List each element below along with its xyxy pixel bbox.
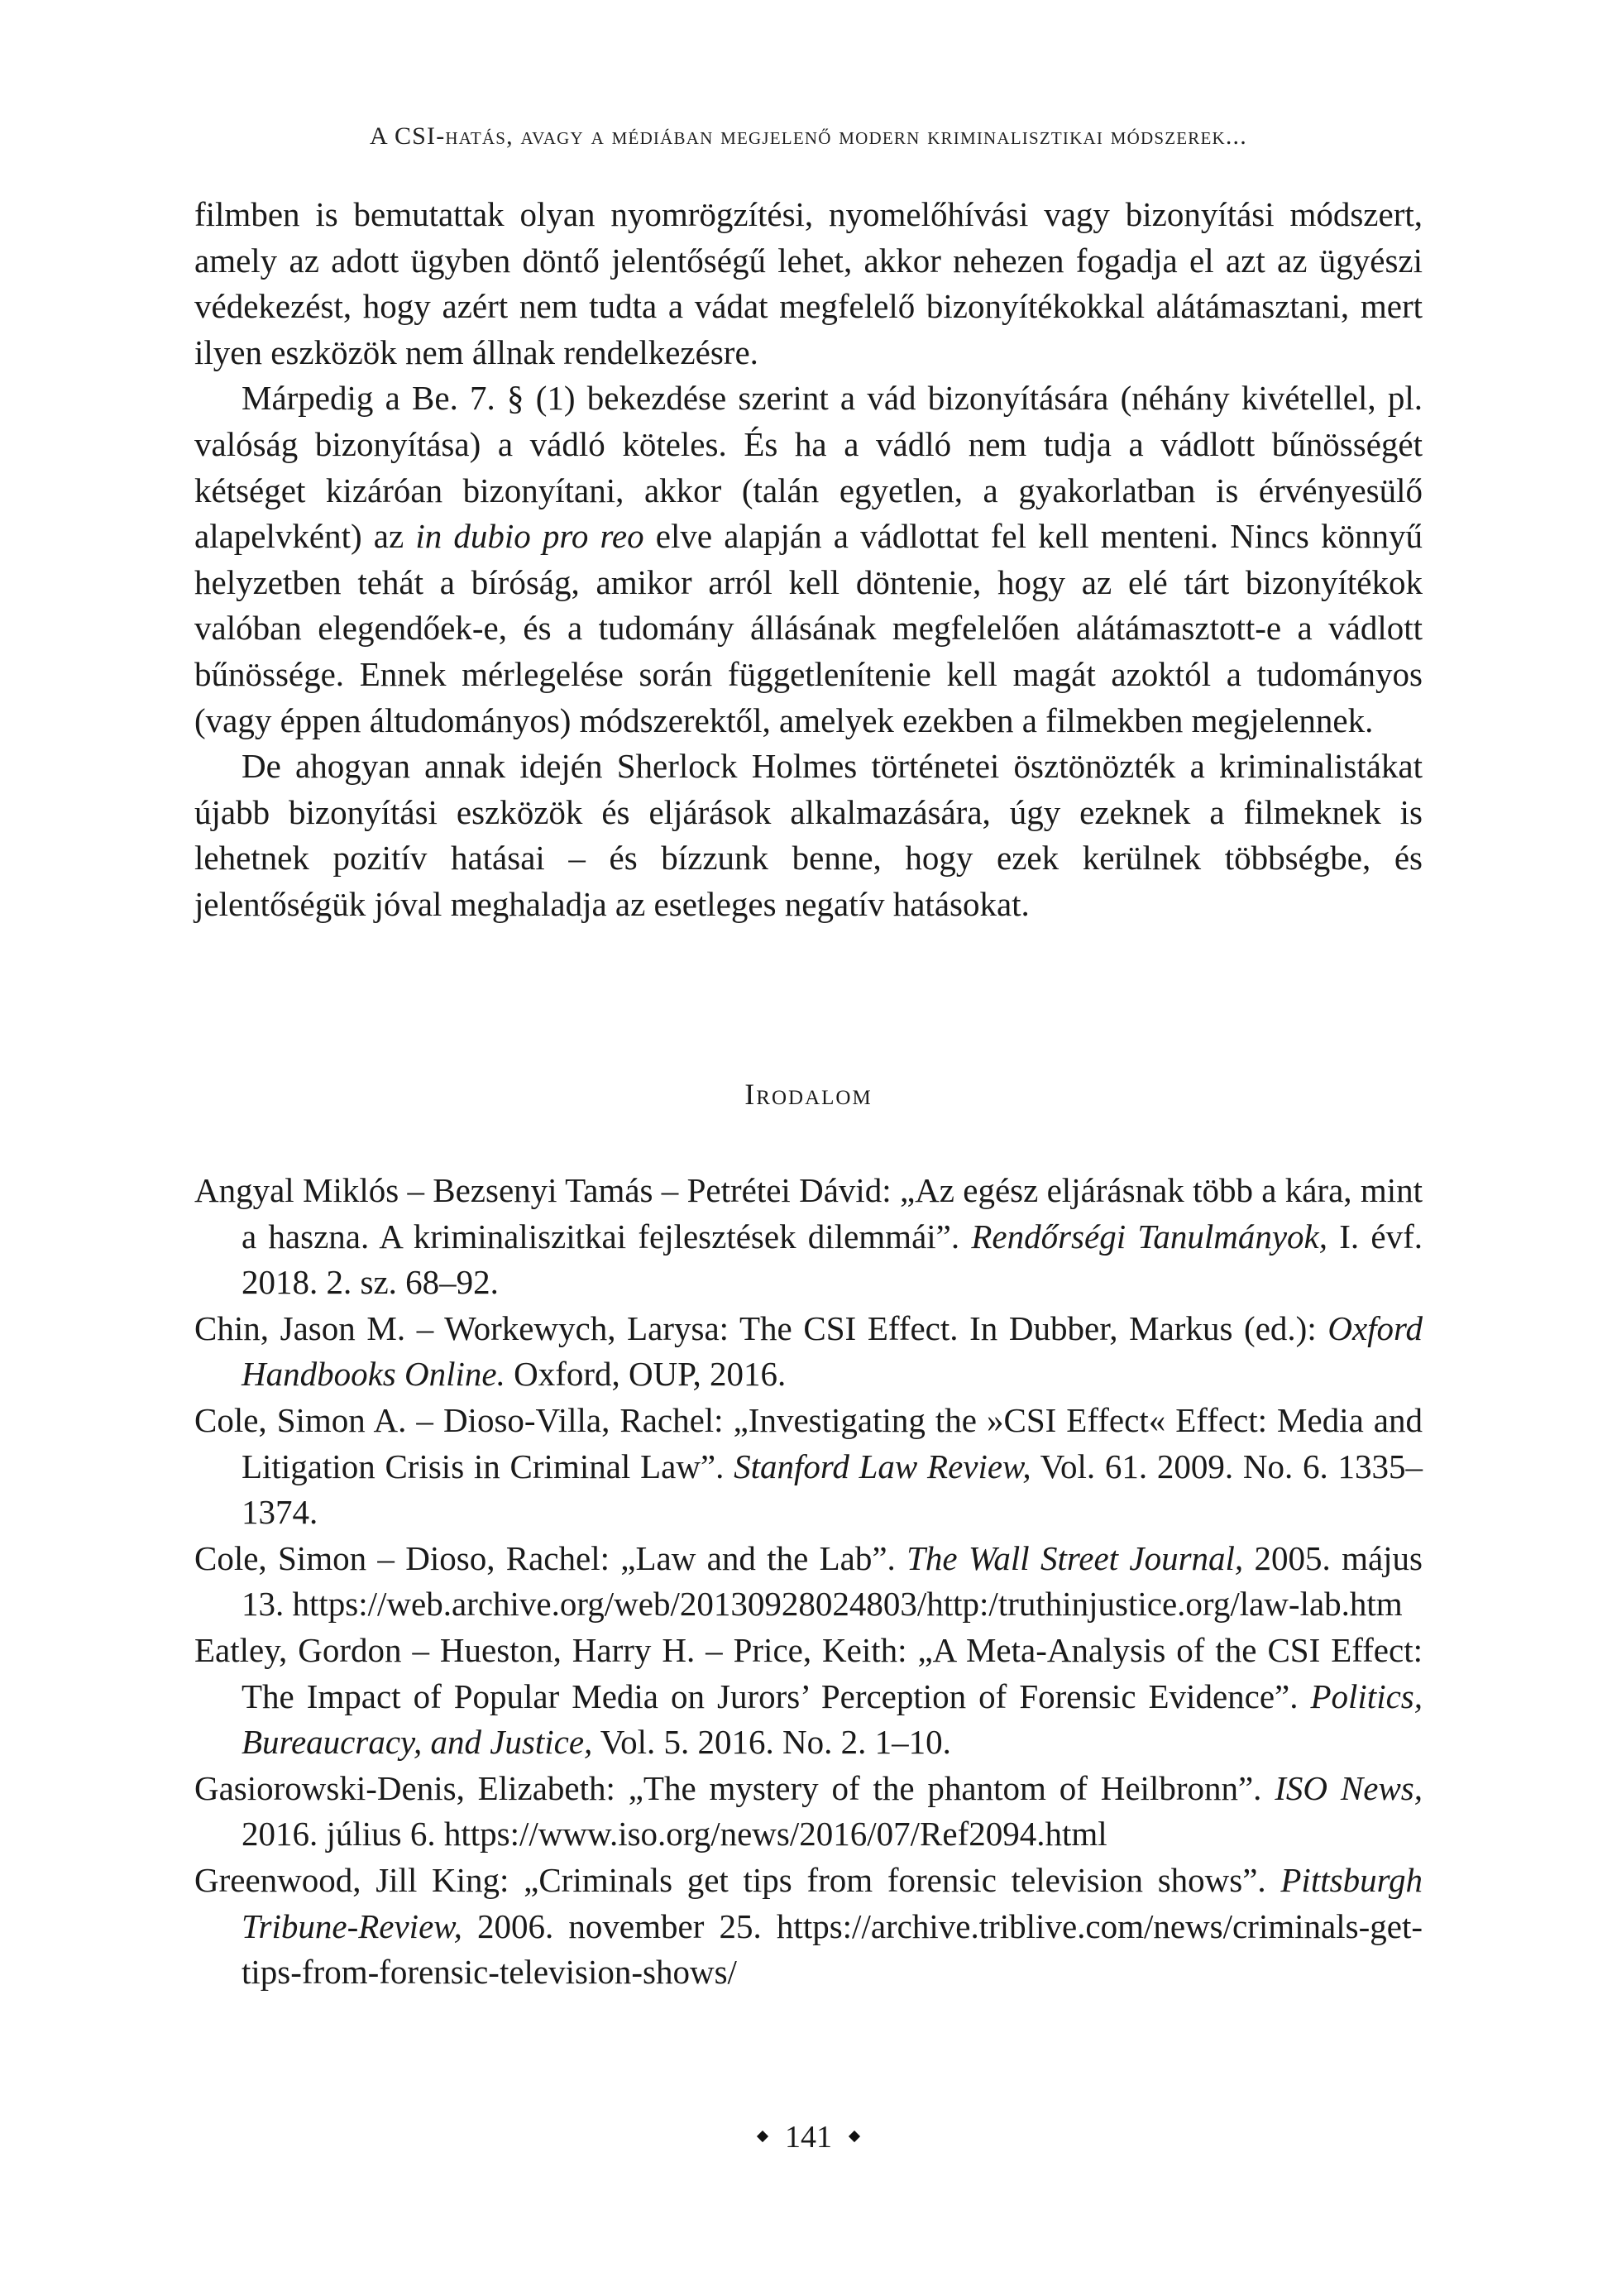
italic-text: in dubio pro reo	[415, 517, 644, 556]
reference-entry	[194, 1628, 1423, 1766]
paragraph	[194, 744, 1423, 927]
text-run: Greenwood, Jill King: „Criminals get tips from forensic television shows”.	[194, 1860, 1281, 1899]
italic-text: ISO News,	[1275, 1768, 1423, 1807]
italic-text: The Wall Street Journal,	[906, 1538, 1244, 1577]
text-run: Cole, Simon – Dioso, Rachel: „Law and the Lab”.	[194, 1538, 907, 1577]
text-run: I. évf. 2018. 2. sz. 68–92.	[242, 1217, 1423, 1302]
italic-text: Rendőrségi Tanulmányok,	[971, 1217, 1328, 1256]
text-run: Chin, Jason M. – Workewych, Larysa: The CSI Effect. In Dubber, Markus (ed.):	[194, 1308, 1328, 1347]
reference-list	[194, 1168, 1423, 1996]
paragraph	[194, 375, 1423, 744]
page-number-footer	[194, 2119, 1423, 2155]
diamond-bullet-icon	[849, 2131, 860, 2142]
text-run: 2016. július 6. https://www.iso.org/news/2016/07/Ref2094.html	[242, 1815, 1107, 1854]
text-run: Gasiorowski-Denis, Elizabeth: „The mystery of the phantom of Heilbronn”.	[194, 1768, 1275, 1807]
section-heading-references: Irodalom	[744, 1078, 873, 1111]
body-text	[194, 192, 1423, 928]
text-run: filmben is bemutattak olyan nyomrögzítési, nyomelőhívási vagy bizonyítási módszert, amely az adott ügyben döntő jelentőségű lehet, akkor nehezen fogadja el azt az ügyészi védekezést, hogy azért nem tudta a vádat megfelelő bizonyítékokkal alátámasztani, mert ilyen eszközök nem állnak rendelkezésre.	[194, 195, 1423, 371]
text-run: 2005. május 13. https://web.archive.org/web/20130928024803/http:/truthinjustice.​org/law-lab.htm	[242, 1538, 1423, 1624]
reference-entry	[194, 1398, 1423, 1536]
italic-text: Stanford Law Review,	[734, 1447, 1031, 1485]
text-run: Oxford, OUP, 2016.	[505, 1355, 787, 1394]
page-number: 141	[785, 2120, 832, 2155]
running-header: A CSI-hatás, avagy a médiában megjelenő modern kriminalisztikai módszerek...	[370, 122, 1247, 150]
text-run: Vol. 61. 2009. No. 6. 1335–1374.	[242, 1447, 1423, 1532]
diamond-bullet-icon	[757, 2131, 768, 2142]
italic-text: Pittsburgh Tribune-Review,	[242, 1860, 1423, 1945]
reference-entry	[194, 1858, 1423, 1996]
text-run: Vol. 5. 2016. No. 2. 1–10.	[592, 1723, 951, 1762]
reference-entry	[194, 1536, 1423, 1628]
text-run: Márpedig a Be. 7. § (1) bekezdése szerint a vád bizonyítására (néhány kivétellel, pl. valóság bizonyítása) a vádló köteles. És ha a vádló nem tudja a vádlott bűnösségét kétséget kizáróan bizonyítani, akkor (talán egyetlen, a gyakorlatban is érvényesülő alapelvként) az	[194, 379, 1423, 556]
reference-entry	[194, 1766, 1423, 1858]
text-run: 2006. november 25. https://archive.triblive.com/​news/criminals-get-tips-from-forensic-television-shows/	[242, 1906, 1423, 1992]
italic-text: Oxford Handbooks Online.	[242, 1308, 1423, 1394]
reference-entry	[194, 1168, 1423, 1306]
text-run: elve alapján a vádlottat fel kell menteni. Nincs könnyű helyzetben tehát a bíróság, amikor arról kell döntenie, hogy az elé tárt bizonyítékok valóban elegendőek-e, és a tudomány állásának megfelelően alátámasztott-e a vádlott bűnössége. Ennek mérlegelése során függetlenítenie kell magát azoktól a tudományos (vagy éppen áltudományos) módszerektől, amelyek ezekben a filmekben megjelennek.	[194, 517, 1423, 739]
paragraph	[194, 192, 1423, 375]
text-run: Angyal Miklós – Bezsenyi Tamás – Petrétei Dávid: „Az egész eljárásnak több a kára, mint a haszna. A kriminaliszitkai fejlesztések dilemmái”.	[194, 1171, 1423, 1256]
text-run: Cole, Simon A. – Dioso-Villa, Rachel: „Investigating the »CSI Effect« Effect: Media and Litigation Crisis in Criminal Law”.	[194, 1400, 1423, 1485]
reference-entry	[194, 1306, 1423, 1398]
text-run: De ahogyan annak idején Sherlock Holmes történetei ösztönözték a kriminalistákat újabb bizonyítási eszközök és eljárások alkalmazására, úgy ezeknek a filmeknek is lehetnek pozitív hatásai – és bízzunk benne, hogy ezek kerülnek többségbe, és jelentőségük jóval meghaladja az esetleges negatív hatásokat.	[194, 747, 1423, 923]
italic-text: Politics, Bureaucracy, and Justice,	[242, 1677, 1423, 1762]
text-run: Eatley, Gordon – Hueston, Harry H. – Price, Keith: „A Meta-Analysis of the CSI Effect: The Impact of Popular Media on Jurors’ Perception of Forensic Evidence”.	[194, 1630, 1423, 1715]
